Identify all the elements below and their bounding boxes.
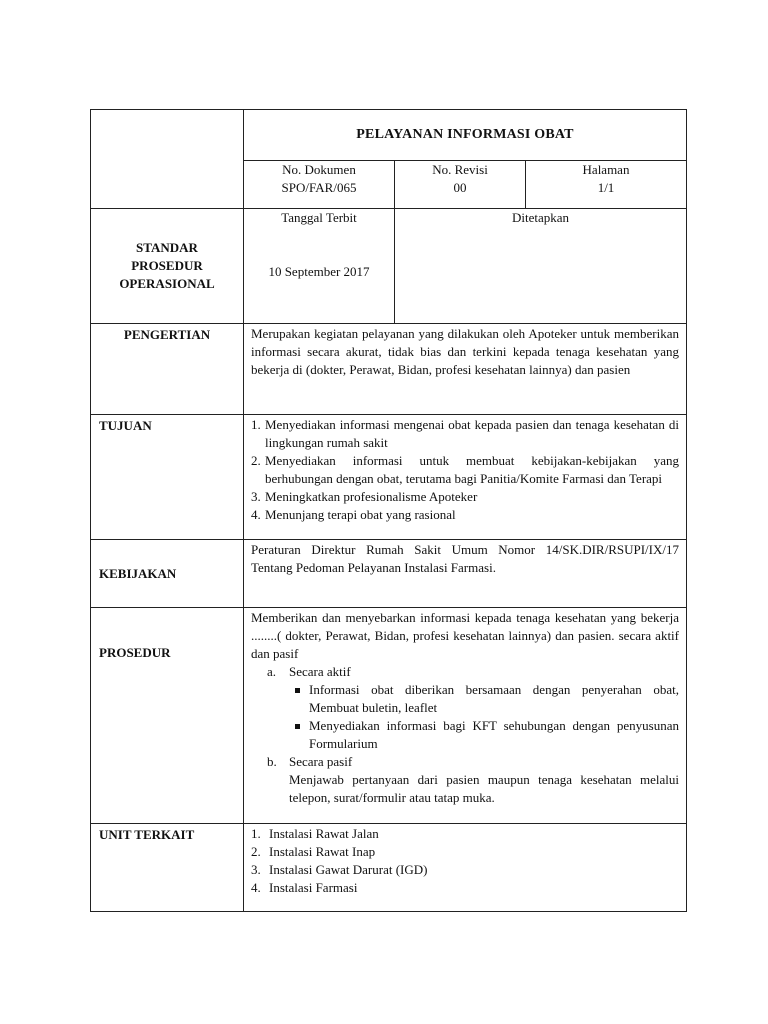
revision-cell (395, 161, 526, 209)
spo-label-cell (91, 209, 244, 324)
prosedur-b-desc: Menjawab pertanyaan dari pasien maupun tenaga kesehatan melalui telepon, surat/formulir atau tatap muka. (289, 772, 679, 805)
prosedur-label: PROSEDUR (91, 608, 244, 824)
list-item: 2. Instalasi Rawat Inap (251, 844, 376, 859)
unit-content (244, 824, 687, 912)
list-item: 1. Menyediakan informasi mengenai obat kepada pasien dan tenaga kesehatan di lingkungan rumah sakit (251, 417, 679, 450)
prosedur-sub-b: b. Secara pasif (267, 754, 353, 769)
pengertian-text: Merupakan kegiatan pelayanan yang dilakukan oleh Apoteker untuk memberikan informasi secara akurat, tidak bias dan terkini kepada tenaga kesehatan yang bekerja di (dokter, Perawat, Bidan, profesi kesehatan lainnya) dan pasien (244, 324, 687, 415)
page-value: 1/1 (597, 180, 615, 195)
list-item: Informasi obat diberikan bersamaan dengan penyerahan obat, Membuat buletin, leaflet (291, 681, 679, 717)
page-label: Halaman (582, 162, 630, 177)
unit-list (251, 825, 679, 897)
list-item: 1. Instalasi Rawat Jalan (251, 826, 379, 841)
revision-value: 00 (453, 180, 467, 195)
issue-date-label: Tanggal Terbit (281, 210, 357, 225)
issue-date-cell (244, 209, 395, 324)
doc-number-cell (244, 161, 395, 209)
approved-cell (395, 209, 687, 324)
list-item: 3. Instalasi Gawat Darurat (IGD) (251, 862, 428, 877)
bullet-icon (295, 724, 300, 729)
revision-label: No. Revisi (432, 162, 488, 177)
spo-table (90, 109, 687, 912)
logo-cell (91, 110, 244, 209)
prosedur-sub-a: a. Secara aktif (267, 664, 351, 679)
page-cell (526, 161, 687, 209)
spo-line-1: STANDAR (136, 240, 198, 255)
document-title: PELAYANAN INFORMASI OBAT (244, 110, 687, 161)
doc-number-label: No. Dokumen (282, 162, 356, 177)
kebijakan-label: KEBIJAKAN (91, 540, 244, 608)
list-item: 4. Instalasi Farmasi (251, 880, 358, 895)
issue-date-value: 10 September 2017 (268, 264, 370, 279)
prosedur-bullets (251, 681, 679, 753)
list-item: 2. Menyediakan informasi untuk membuat kebijakan-kebijakan yang berhubungan dengan obat, terutama bagi Panitia/Komite Farmasi dan Terapi (251, 453, 679, 486)
spo-line-3: OPERASIONAL (119, 276, 215, 291)
pengertian-label: PENGERTIAN (91, 324, 244, 415)
prosedur-content (244, 608, 687, 824)
tujuan-list (251, 416, 679, 524)
prosedur-intro: Memberikan dan menyebarkan informasi kepada tenaga kesehatan yang bekerja ........( dokter, Perawat, Bidan, profesi kesehatan lainnya) dan pasien. secara aktif dan pasif (251, 610, 679, 661)
tujuan-label: TUJUAN (91, 415, 244, 540)
list-item: Menyediakan informasi bagi KFT sehubungan dengan penyusunan Formularium (291, 717, 679, 753)
bullet-icon (295, 688, 300, 693)
approved-label: Ditetapkan (511, 210, 570, 225)
unit-label: UNIT TERKAIT (91, 824, 244, 912)
doc-number-value: SPO/FAR/065 (281, 180, 357, 195)
kebijakan-text: Peraturan Direktur Rumah Sakit Umum Nomor 14/SK.DIR/RSUPI/IX/17 Tentang Pedoman Pelayanan Instalasi Farmasi. (244, 540, 687, 608)
spo-document (90, 109, 686, 912)
list-item: 3. Meningkatkan profesionalisme Apoteker (251, 489, 478, 504)
spo-line-2: PROSEDUR (131, 258, 203, 273)
list-item: 4. Menunjang terapi obat yang rasional (251, 507, 456, 522)
tujuan-content (244, 415, 687, 540)
